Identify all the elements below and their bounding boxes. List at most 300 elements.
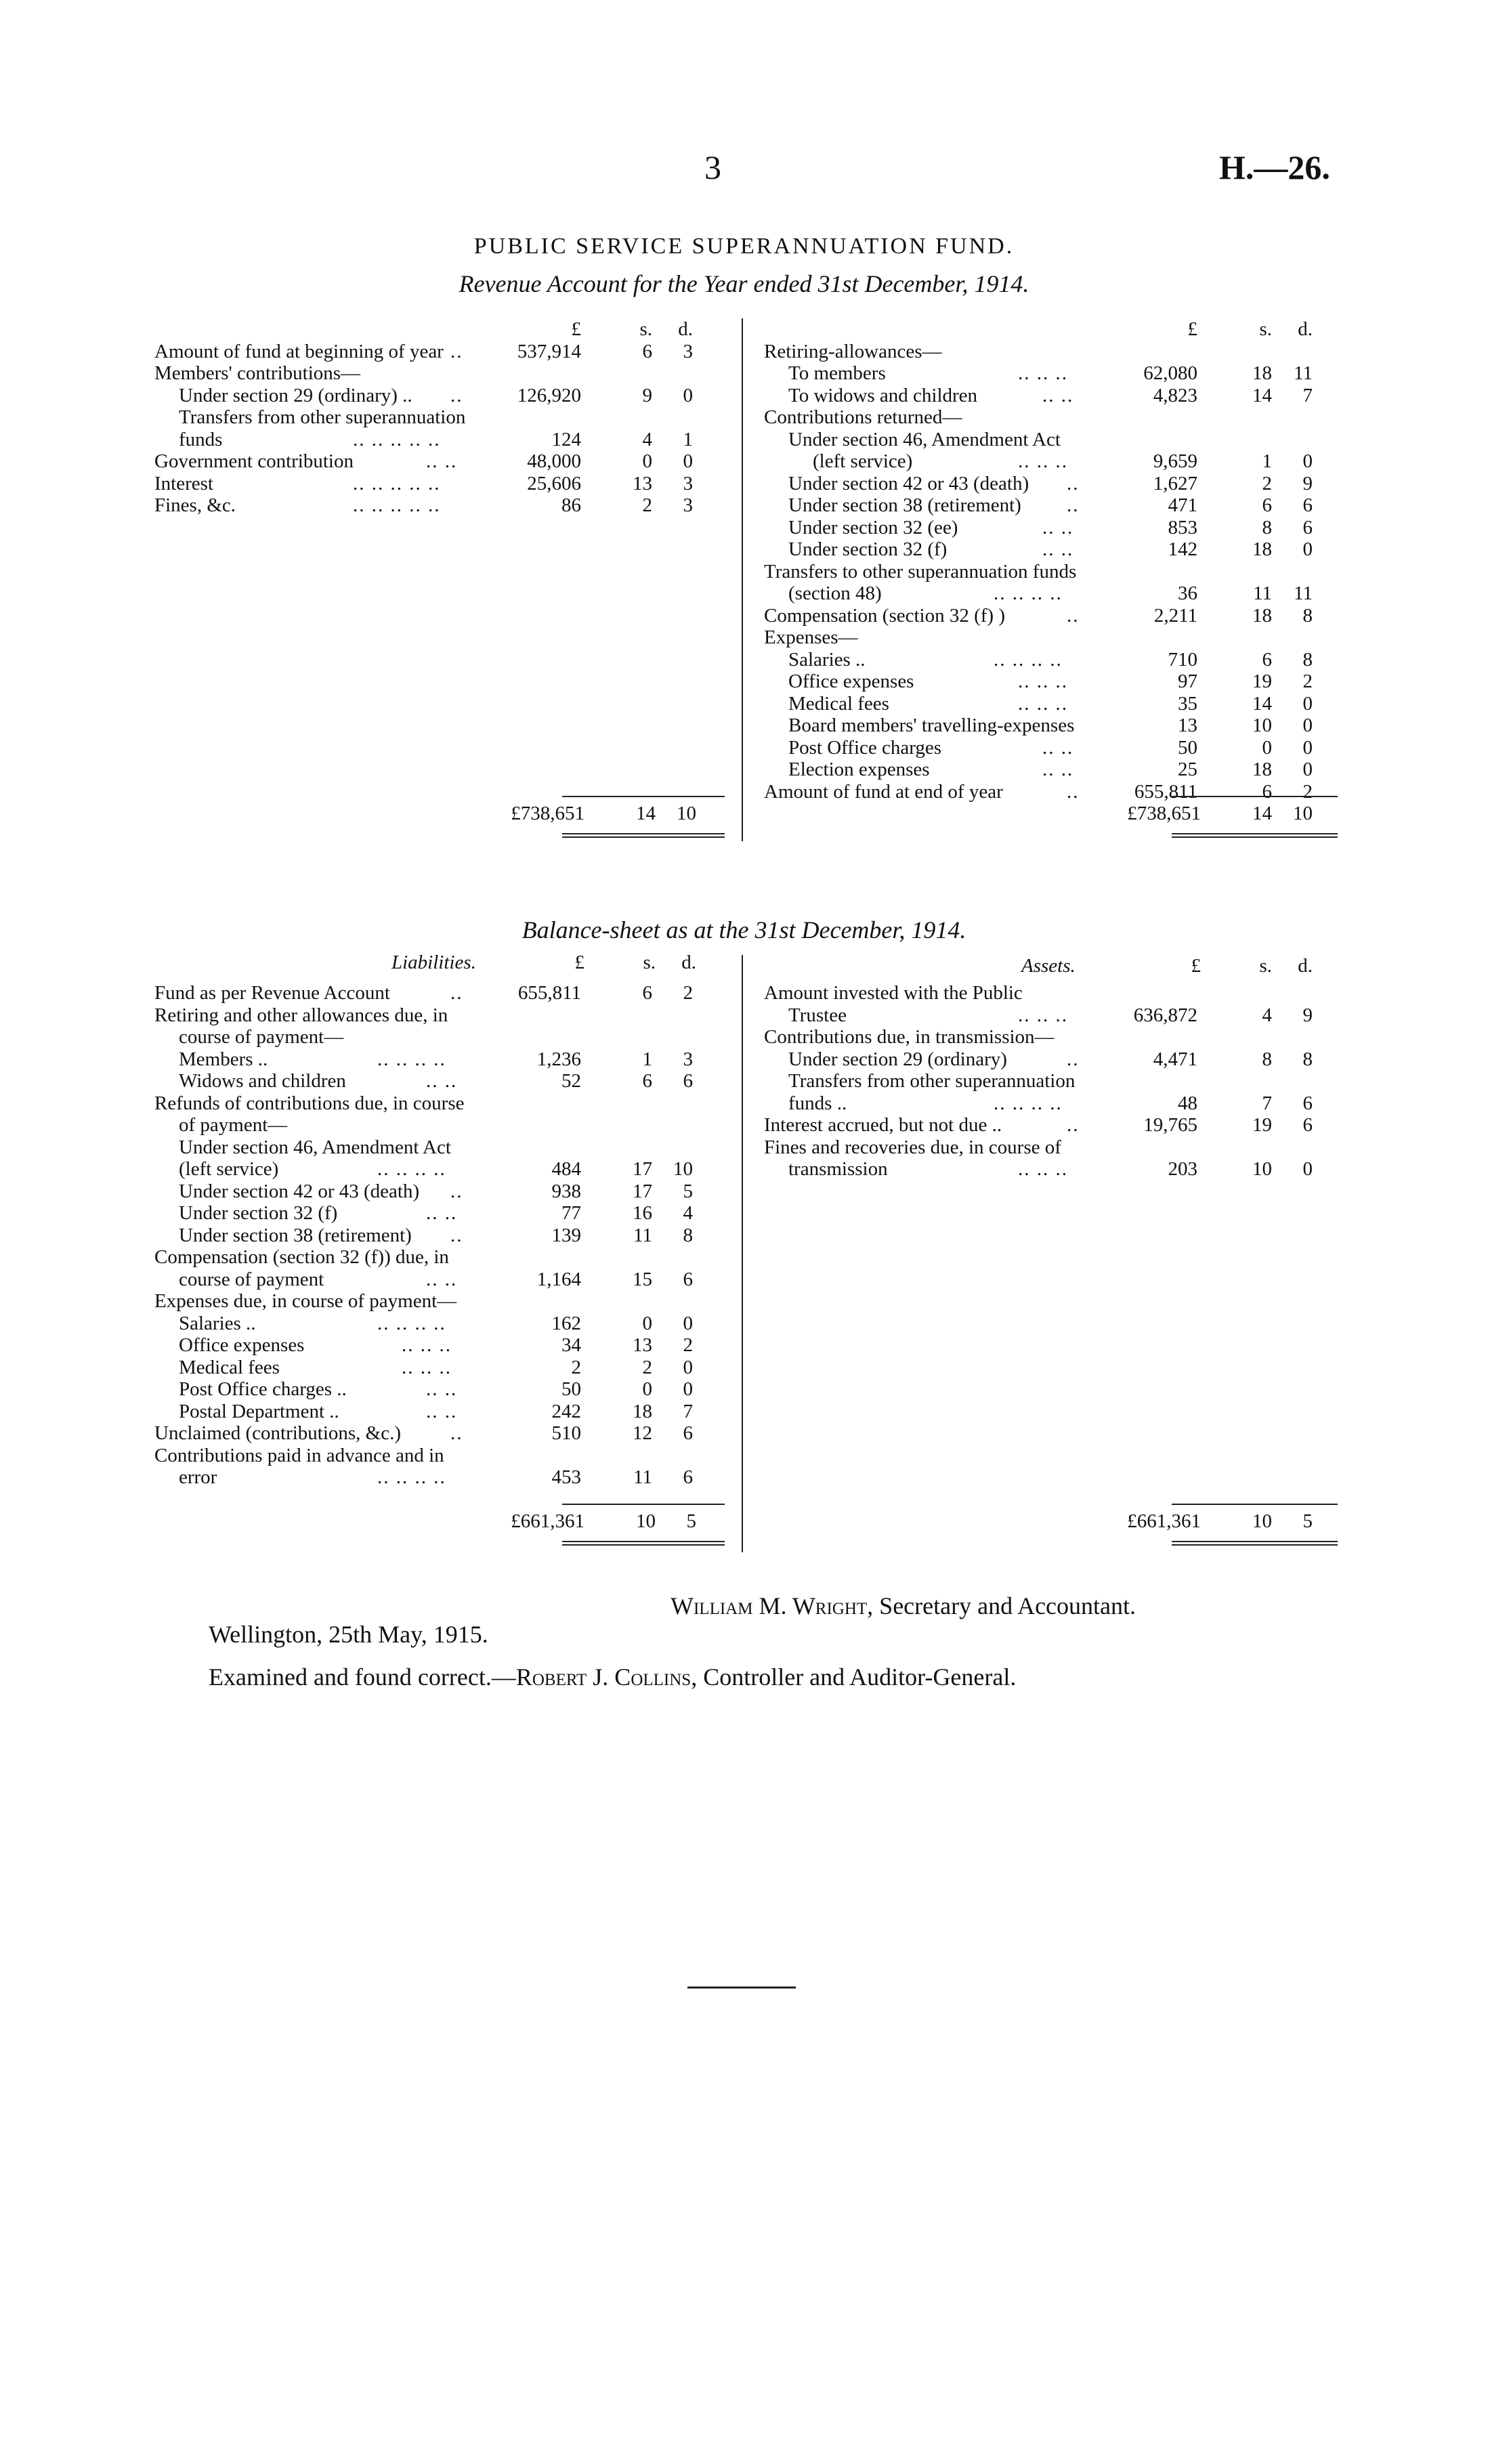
row-label: Contributions due, in transmission— (764, 1026, 1055, 1048)
total-pence: 10 (1293, 803, 1313, 824)
amount-shillings: 14 (1252, 692, 1272, 715)
row-label: Expenses due, in course of payment— (154, 1290, 457, 1312)
amount-pence: 0 (683, 384, 693, 406)
revenue-left-total (154, 803, 723, 825)
assets-subtotal-rule (1172, 1504, 1338, 1505)
amount-shillings: 1 (642, 1048, 652, 1070)
amount-pounds: 853 (1168, 516, 1197, 538)
amount-pounds: 25 (1178, 759, 1197, 780)
amount-pence: 0 (683, 1312, 693, 1334)
amount-pounds: 2,211 (1153, 604, 1197, 626)
closing-rule (687, 1987, 796, 1989)
col-shillings: s. (1259, 318, 1272, 340)
ledger-row (764, 473, 1340, 495)
ledger-row (764, 626, 1340, 649)
ledger-row (154, 1202, 723, 1225)
row-label: Members' contributions— (154, 362, 361, 384)
row-label: Fund as per Revenue Account (154, 982, 390, 1004)
row-label: Interest (154, 472, 213, 494)
ledger-row (764, 1070, 1340, 1092)
liabilities-column (154, 982, 723, 1489)
fund-title: PUBLIC SERVICE SUPERANNUATION FUND. (473, 234, 1015, 259)
liabilities-total (154, 1510, 723, 1533)
ledger-row (154, 1092, 723, 1115)
row-label: Refunds of contributions due, in course (154, 1092, 465, 1114)
amount-pence: 8 (1302, 1048, 1313, 1070)
amount-pounds: 537,914 (517, 340, 581, 362)
amount-shillings: 18 (1252, 604, 1272, 626)
ledger-row (154, 1114, 723, 1137)
col-pence: d. (678, 318, 693, 340)
ledger-row (154, 1181, 723, 1203)
amount-pounds: 2 (571, 1356, 581, 1378)
row-label: Interest accrued, but not due .. (764, 1114, 1002, 1136)
amount-pounds: 1,627 (1153, 472, 1197, 494)
amount-pence: 0 (683, 450, 693, 472)
amount-pounds: 9,659 (1153, 450, 1197, 472)
leader-dots: .. .. .. (1018, 1158, 1068, 1180)
revenue-left-total-rule (562, 833, 725, 838)
assets-heading: Assets. (1021, 955, 1076, 977)
ledger-row (154, 1466, 723, 1489)
row-label: Election expenses (788, 759, 930, 780)
row-label: Office expenses (179, 1334, 305, 1356)
amount-shillings: 12 (633, 1422, 652, 1444)
row-label: Medical fees (788, 692, 889, 715)
leader-dots: .. .. .. .. .. (353, 494, 441, 516)
leader-dots: .. .. .. (1018, 671, 1068, 692)
total-shillings: 10 (1252, 1510, 1272, 1532)
leader-dots: .. .. .. .. (377, 1158, 446, 1180)
leader-dots: .. .. (1042, 736, 1074, 759)
amount-pounds: 484 (551, 1158, 581, 1180)
amount-shillings: 10 (1252, 1158, 1272, 1180)
ledger-row (154, 982, 723, 1004)
row-label: Post Office charges (788, 736, 942, 759)
amount-shillings: 6 (1262, 780, 1272, 803)
assets-total (764, 1510, 1340, 1533)
amount-shillings: 19 (1252, 671, 1272, 692)
leader-dots: .. (1067, 472, 1080, 494)
amount-pence: 1 (683, 428, 693, 450)
amount-shillings: 17 (633, 1180, 652, 1202)
amount-pence: 0 (1302, 759, 1313, 780)
leader-dots: .. (450, 340, 463, 362)
amount-pence: 4 (683, 1202, 693, 1224)
col-pounds: £ (571, 318, 581, 340)
amount-pounds: 34 (561, 1334, 581, 1356)
row-label: error (179, 1466, 217, 1488)
row-label: Expenses— (764, 626, 858, 648)
row-label: Under section 46, Amendment Act (788, 428, 1061, 450)
row-label: Amount of fund at end of year (764, 780, 1003, 803)
ledger-row (764, 362, 1340, 385)
ledger-row (764, 1026, 1340, 1048)
assets-column (764, 982, 1340, 1181)
leader-dots: .. .. .. .. (994, 648, 1063, 671)
paper-reference: H.—26. (1219, 148, 1330, 186)
ledger-row (764, 538, 1340, 561)
row-label: Under section 42 or 43 (death) (179, 1180, 420, 1202)
amount-pence: 3 (683, 1048, 693, 1070)
amount-pence: 11 (1294, 582, 1313, 604)
row-label: Salaries .. (179, 1312, 256, 1334)
col-pounds: £ (574, 952, 584, 973)
amount-pence: 10 (673, 1158, 693, 1180)
ledger-row (764, 1158, 1340, 1181)
amount-pence: 9 (1302, 1004, 1313, 1026)
leader-dots: .. .. (426, 1268, 458, 1290)
amount-pence: 0 (683, 1356, 693, 1378)
row-label: course of payment (179, 1268, 324, 1290)
amount-pounds: 4,823 (1153, 384, 1197, 406)
assets-total-rule (1172, 1541, 1338, 1546)
total-pounds: £738,651 (511, 803, 584, 824)
row-label: Members .. (179, 1048, 268, 1070)
ledger-row (154, 385, 723, 407)
leader-dots: .. .. .. (1018, 450, 1068, 472)
row-label: (left service) (813, 450, 913, 472)
amount-shillings: 17 (633, 1158, 652, 1180)
amount-shillings: 0 (642, 1312, 652, 1334)
leader-dots: .. .. .. (1018, 362, 1068, 384)
amount-shillings: 0 (642, 1378, 652, 1400)
leader-dots: .. .. .. (1018, 692, 1068, 715)
ledger-row (764, 450, 1340, 473)
leader-dots: .. .. .. .. (994, 1092, 1063, 1114)
ledger-row (154, 362, 723, 385)
amount-pence: 0 (1302, 692, 1313, 715)
row-label: Under section 38 (retirement) (788, 494, 1021, 516)
amount-pence: 0 (1302, 736, 1313, 759)
ledger-row (764, 693, 1340, 715)
row-label: Trustee (788, 1004, 847, 1026)
ledger-row (764, 429, 1340, 451)
liabilities-total-rule (562, 1541, 725, 1546)
amount-pence: 0 (1302, 715, 1313, 736)
leader-dots: .. (1067, 1114, 1080, 1136)
row-label: Contributions returned— (764, 406, 962, 428)
ledger-row (764, 605, 1340, 627)
amount-shillings: 1 (1262, 450, 1272, 472)
amount-pounds: 453 (551, 1466, 581, 1488)
amount-pence: 6 (683, 1422, 693, 1444)
col-pence: d. (681, 952, 696, 973)
amount-shillings: 8 (1262, 516, 1272, 538)
ledger-row (764, 1048, 1340, 1071)
amount-pounds: 162 (551, 1312, 581, 1334)
amount-pounds: 52 (561, 1070, 581, 1092)
row-label: funds (179, 428, 223, 450)
liabilities-heading: Liabilities. (391, 952, 476, 973)
total-shillings: 14 (1252, 803, 1272, 824)
total-pence: 10 (677, 803, 696, 824)
leader-dots: .. .. (426, 1378, 458, 1400)
column-header-row (154, 318, 723, 341)
leader-dots: .. .. .. .. (377, 1048, 446, 1070)
row-label: Amount of fund at beginning of year (154, 340, 444, 362)
amount-pounds: 50 (561, 1378, 581, 1400)
auditor-certification (209, 1663, 1016, 1691)
leader-dots: .. .. (426, 1400, 458, 1422)
amount-shillings: 4 (1262, 1004, 1272, 1026)
total-pounds: £661,361 (1127, 1510, 1201, 1532)
amount-pence: 3 (683, 494, 693, 516)
ledger-row (764, 737, 1340, 759)
row-label: Contributions paid in advance and in (154, 1444, 444, 1466)
amount-pounds: 25,606 (527, 472, 581, 494)
amount-pounds: 710 (1168, 648, 1197, 671)
row-label: transmission (788, 1158, 888, 1180)
leader-dots: .. .. .. (1018, 1004, 1068, 1026)
auditor-name: Robert J. Collins (515, 1663, 692, 1691)
amount-pence: 2 (1302, 780, 1313, 803)
ledger-row (764, 982, 1340, 1004)
total-pounds: £738,651 (1127, 803, 1201, 824)
ledger-row (154, 1004, 723, 1027)
leader-dots: .. .. .. .. .. (353, 428, 441, 450)
amount-pounds: 126,920 (517, 384, 581, 406)
row-label: Under section 32 (ee) (788, 516, 958, 538)
amount-shillings: 2 (642, 494, 652, 516)
amount-pounds: 19,765 (1143, 1114, 1197, 1136)
row-label: of payment— (179, 1114, 288, 1136)
balance-sheet-title: Balance-sheet as at the 31st December, 1914. (522, 916, 966, 943)
total-pence: 5 (1302, 1510, 1313, 1532)
amount-pounds: 636,872 (1133, 1004, 1197, 1026)
revenue-right-subtotal-rule (1172, 796, 1338, 797)
col-pence: d. (1298, 955, 1313, 977)
row-label: Under section 32 (f) (788, 538, 948, 560)
amount-shillings: 16 (633, 1202, 652, 1224)
amount-pounds: 62,080 (1143, 362, 1197, 384)
ledger-row (764, 561, 1340, 583)
total-pounds: £661,361 (511, 1510, 584, 1532)
col-shillings: s. (643, 952, 656, 973)
total-shillings: 14 (636, 803, 656, 824)
col-pounds: £ (1191, 955, 1201, 977)
amount-pounds: 655,811 (1134, 780, 1197, 803)
row-label: Under section 29 (ordinary) .. (179, 384, 412, 406)
amount-shillings: 13 (633, 1334, 652, 1356)
ledger-row (154, 494, 723, 517)
amount-pounds: 77 (561, 1202, 581, 1224)
amount-shillings: 4 (642, 428, 652, 450)
ledger-row (154, 1026, 723, 1048)
total-pence: 5 (686, 1510, 696, 1532)
revenue-right-total (764, 803, 1340, 825)
assets-heading-row (764, 955, 1340, 977)
amount-pence: 3 (683, 340, 693, 362)
leader-dots: .. .. (1042, 538, 1074, 560)
amount-shillings: 8 (1262, 1048, 1272, 1070)
secretary-name: William M. Wright (671, 1592, 868, 1619)
row-label: Widows and children (179, 1070, 346, 1092)
amount-shillings: 10 (1252, 715, 1272, 736)
amount-pence: 2 (1302, 671, 1313, 692)
amount-pounds: 203 (1168, 1158, 1197, 1180)
place-date: Wellington, 25th May, 1915. (209, 1621, 488, 1648)
ledger-row (154, 429, 723, 451)
ledger-row (764, 1092, 1340, 1115)
leader-dots: .. (1067, 604, 1080, 626)
ledger-row (764, 1114, 1340, 1137)
page-number: 3 (704, 148, 721, 186)
amount-pounds: 50 (1178, 736, 1197, 759)
ledger-row (154, 1048, 723, 1071)
amount-pounds: 48,000 (527, 450, 581, 472)
revenue-payments-column (764, 318, 1340, 803)
amount-pence: 0 (1302, 450, 1313, 472)
ledger-row (154, 1378, 723, 1401)
row-label: Under section 38 (retirement) (179, 1224, 412, 1246)
row-label: Compensation (section 32 (f)) due, in (154, 1246, 449, 1268)
row-label: (left service) (179, 1158, 279, 1180)
amount-pounds: 4,471 (1153, 1048, 1197, 1070)
amount-shillings: 2 (1262, 472, 1272, 494)
leader-dots: .. .. (426, 450, 458, 472)
row-label: Board members' travelling-expenses (788, 715, 1075, 736)
amount-shillings: 6 (1262, 648, 1272, 671)
ledger-row (154, 1070, 723, 1092)
leader-dots: .. .. .. .. (377, 1466, 446, 1488)
row-label: Salaries .. (788, 648, 866, 671)
secretary-signature (671, 1592, 1136, 1620)
secretary-title: , Secretary and Accountant. (867, 1592, 1136, 1619)
amount-pounds: 471 (1168, 494, 1197, 516)
amount-pence: 6 (1302, 1114, 1313, 1136)
amount-pounds: 124 (551, 428, 581, 450)
ledger-row (764, 1004, 1340, 1027)
ledger-row (764, 406, 1340, 429)
ledger-row (764, 781, 1340, 803)
amount-shillings: 2 (642, 1356, 652, 1378)
amount-shillings: 0 (1262, 736, 1272, 759)
amount-pence: 6 (1302, 494, 1313, 516)
amount-shillings: 13 (633, 472, 652, 494)
leader-dots: .. .. (1042, 384, 1074, 406)
amount-pence: 5 (683, 1180, 693, 1202)
ledger-row (764, 715, 1340, 737)
amount-pounds: 86 (561, 494, 581, 516)
amount-pounds: 13 (1178, 715, 1197, 736)
amount-pounds: 242 (551, 1400, 581, 1422)
examined-prefix: Examined and found correct.— (209, 1663, 516, 1691)
amount-shillings: 7 (1262, 1092, 1272, 1114)
row-label: Retiring-allowances— (764, 340, 942, 362)
row-label: (section 48) (788, 582, 882, 604)
row-label: Under section 46, Amendment Act (179, 1136, 451, 1158)
amount-pounds: 655,811 (517, 982, 581, 1004)
amount-pounds: 1,164 (536, 1268, 581, 1290)
ledger-row (154, 1445, 723, 1467)
leader-dots: .. .. .. (402, 1356, 452, 1378)
amount-pence: 9 (1302, 472, 1313, 494)
ledger-row (764, 341, 1340, 363)
amount-pence: 0 (1302, 538, 1313, 560)
row-label: Retiring and other allowances due, in (154, 1004, 448, 1026)
leader-dots: .. (1067, 780, 1080, 803)
ledger-row (154, 1313, 723, 1335)
ledger-row (154, 406, 723, 429)
amount-pence: 11 (1294, 362, 1313, 384)
leader-dots: .. .. .. (402, 1334, 452, 1356)
auditor-title: , Controller and Auditor-General. (691, 1663, 1017, 1691)
amount-shillings: 19 (1252, 1114, 1272, 1136)
ledger-row (154, 1269, 723, 1291)
row-label: funds .. (788, 1092, 847, 1114)
ledger-row (764, 671, 1340, 693)
ledger-row (154, 1357, 723, 1379)
col-shillings: s. (639, 318, 652, 340)
amount-shillings: 18 (1252, 362, 1272, 384)
revenue-account-title: Revenue Account for the Year ended 31st December, 1914. (459, 270, 1029, 297)
leader-dots: .. (450, 982, 463, 1004)
leader-dots: .. .. (426, 1070, 458, 1092)
leader-dots: .. (1067, 494, 1080, 516)
row-label: course of payment— (179, 1026, 344, 1048)
row-label: Amount invested with the Public (764, 982, 1023, 1004)
row-label: Fines, &c. (154, 494, 236, 516)
column-header-row (764, 318, 1340, 341)
amount-pence: 0 (1302, 1158, 1313, 1180)
leader-dots: .. .. (426, 1202, 458, 1224)
ledger-row (154, 450, 723, 473)
revenue-receipts-column (154, 318, 723, 517)
amount-shillings: 6 (642, 340, 652, 362)
amount-pence: 7 (1302, 384, 1313, 406)
amount-pounds: 35 (1178, 692, 1197, 715)
amount-pounds: 142 (1168, 538, 1197, 560)
ledger-row (154, 1422, 723, 1445)
amount-pence: 3 (683, 472, 693, 494)
ledger-row (764, 649, 1340, 671)
ledger-row (764, 582, 1340, 605)
amount-shillings: 9 (642, 384, 652, 406)
amount-shillings: 15 (633, 1268, 652, 1290)
amount-pence: 6 (683, 1466, 693, 1488)
amount-pounds: 139 (551, 1224, 581, 1246)
amount-shillings: 18 (1252, 538, 1272, 560)
ledger-row (764, 494, 1340, 517)
col-pence: d. (1298, 318, 1313, 340)
balance-column-divider (742, 955, 743, 1552)
row-label: Transfers to other superannuation funds (764, 560, 1077, 582)
row-label: Office expenses (788, 671, 914, 692)
amount-pounds: 510 (551, 1422, 581, 1444)
amount-pounds: 97 (1178, 671, 1197, 692)
row-label: Post Office charges .. (179, 1378, 347, 1400)
amount-pence: 6 (683, 1070, 693, 1092)
row-label: Transfers from other superannuation (179, 406, 466, 428)
ledger-row (764, 759, 1340, 781)
ledger-row (154, 1158, 723, 1181)
row-label: Government contribution (154, 450, 354, 472)
row-label: Unclaimed (contributions, &c.) (154, 1422, 402, 1444)
leader-dots: .. .. (1042, 759, 1074, 780)
amount-pence: 7 (683, 1400, 693, 1422)
ledger-row (154, 341, 723, 363)
col-pounds: £ (1187, 318, 1197, 340)
revenue-right-total-rule (1172, 833, 1338, 838)
leader-dots: .. (450, 384, 463, 406)
amount-pence: 8 (1302, 648, 1313, 671)
liabilities-subtotal-rule (562, 1504, 725, 1505)
amount-shillings: 18 (1252, 759, 1272, 780)
leader-dots: .. .. .. .. (377, 1312, 446, 1334)
amount-pence: 6 (1302, 516, 1313, 538)
amount-pence: 2 (683, 982, 693, 1004)
